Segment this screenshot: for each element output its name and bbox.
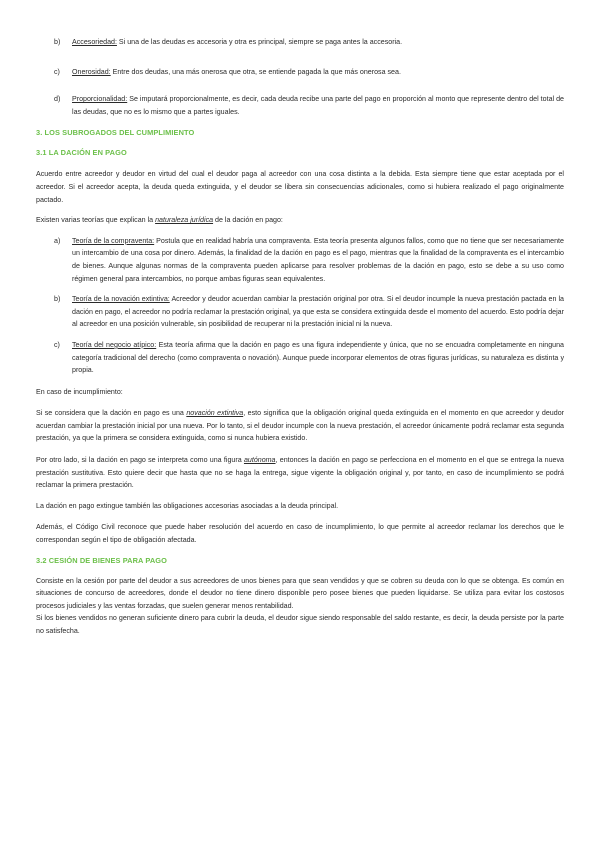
novacion-extintiva-term: novación extintiva bbox=[186, 409, 244, 418]
list-item-onerosidad bbox=[36, 66, 564, 79]
term-teoria-compraventa: Teoría de la compraventa: bbox=[72, 236, 155, 245]
cesion-paragraph-2: Si los bienes vendidos no generan suficiente dinero para cubrir la deuda, el deudor sigue siendo responsable del saldo restante, es decir, la deuda persiste por la parte no satisfecha. bbox=[36, 614, 564, 635]
cesion-paragraph-1: Consiste en la cesión por parte del deudor a sus acreedores de unos bienes para que sean vendidos y que se cobren su deuda con lo que se obtenga. Es común en situaciones de concurso de acreedores, donde el deudor no tiene dinero disponible pero posee bienes que pueden liquidarse. Se utiliza para evitar los costosos procesos judiciales y las ventas forzadas, que suelen generar menos rentabilidad. bbox=[36, 576, 564, 610]
naturaleza-juridica-term: naturaleza jurídica bbox=[155, 216, 214, 225]
codigo-civil-paragraph: Además, el Código Civil reconoce que puede haber resolución del acuerdo en caso de incumplimiento, lo que permite al acreedor reclamar los derechos que le correspondan según el tipo de obligación afectada. bbox=[36, 523, 564, 545]
item-text: Acreedor y deudor acuerdan cambiar la prestación original por otra. Si el deudor incumple la nueva prestación pactada en la dación en pago, el acreedor no podría reclamar la prestación original, ya que esta se considera extinguida desde el momento del acuerdo. Esto podría dejar al acreedor en una posición vulnerable, sin posibilidad de recuperar ni la prestación inicial ni la nueva. bbox=[72, 295, 564, 329]
novacion-paragraph: Si se considera que la dación en pago es una novación extintiva, esto significa que la obligación original queda extinguida en el momento en que acreedor y deudor acuerdan cambiar la prestación inicial por una nueva. Por lo tanto, si el deudor incumple con la nueva prestación, el acreedor únicamente podrá reclamar esta segunda prestación, ya que la primera se considera extinguida, como si nunca hubiera existido. bbox=[36, 409, 565, 443]
accesorias-paragraph: La dación en pago extingue también las obligaciones accesorias asociadas a la deuda principal. bbox=[36, 501, 339, 510]
list-marker: b) bbox=[54, 38, 61, 46]
list-item-accesoriedad bbox=[36, 36, 564, 49]
item-text: Entre dos deudas, una más onerosa que otra, se entiende pagada la que más onerosa sea. bbox=[110, 67, 401, 76]
teorias-list bbox=[36, 235, 564, 377]
list-marker: c) bbox=[54, 340, 60, 349]
term-onerosidad: Onerosidad: bbox=[72, 67, 111, 76]
dacion-definition-paragraph: Acuerdo entre acreedor y deudor en virtud del cual el deudor paga al acreedor con una cosa distinta a la debida. Esta siempre tiene que estar aceptada por el acreedor. Si el acreedor acepta, la deuda queda extinguida, y el deudor se libera sin consecuencias adicionales, como si hubiera realizado el pago originalmente pactado. bbox=[36, 170, 564, 204]
section-3-heading: 3. LOS SUBROGADOS DEL CUMPLIMIENTO bbox=[36, 128, 195, 138]
list-marker: d) bbox=[54, 95, 61, 104]
list-item-proporcionalidad bbox=[36, 93, 564, 118]
autonoma-paragraph: Por otro lado, si la dación en pago se interpreta como una figura autónoma, entonces la dación en pago se perfecciona en el momento en el que se entrega la nueva prestación sustitutiva. Esto quiere decir que hasta que no se haga la entrega, sigue vigente la obligación original y, por tanto, en caso de incumplimiento se podrá reclamar la primera prestación. bbox=[36, 456, 564, 490]
list-item-teoria-compraventa bbox=[36, 235, 564, 285]
list-item-teoria-negocio-atipico bbox=[36, 339, 564, 377]
term-teoria-novacion: Teoría de la novación extintiva: bbox=[72, 295, 170, 304]
term-proporcionalidad: Proporcionalidad: bbox=[72, 95, 128, 104]
teorias-intro-paragraph: Existen varias teorías que explican la naturaleza jurídica de la dación en pago: bbox=[36, 216, 283, 225]
term-teoria-negocio-atipico: Teoría del negocio atípico: bbox=[72, 340, 157, 349]
item-text: Se imputará proporcionalmente, es decir, cada deuda recibe una parte del pago en proporción al monto que represente dentro del total de las deudas, que no es lo mismo que a partes iguales. bbox=[72, 95, 564, 116]
term-accesoriedad: Accesoriedad: bbox=[72, 38, 117, 46]
list-marker: a) bbox=[54, 236, 61, 245]
item-text: Postula que en realidad habría una compraventa. Esta teoría presenta algunos fallos, como que no tiene que ser necesariamente un intercambio de una cosa por dinero. Además, la finalidad de la dación en pago es el pago, mientras que la finalidad de la compraventa es el intercambio de bienes. Aunque algunas normas de la compraventa pueden aplicarse para resolver problemas de la dación en pago, esto se debe a su uso como régimen general para intercambios, no porque ambas figuras sean equivalentes. bbox=[72, 236, 564, 283]
list-item-teoria-novacion bbox=[36, 293, 564, 331]
list-marker: b) bbox=[54, 295, 61, 304]
incumplimiento-intro: En caso de incumplimiento: bbox=[36, 387, 123, 396]
section-3-2-heading: 3.2 CESIÓN DE BIENES PARA PAGO bbox=[36, 555, 167, 565]
autonoma-term: autónoma bbox=[243, 456, 276, 465]
list-marker: c) bbox=[54, 67, 60, 76]
section-3-1-heading: 3.1 LA DACIÓN EN PAGO bbox=[36, 148, 127, 158]
imputacion-criteria-list bbox=[36, 36, 564, 118]
item-text: Esta teoría afirma que la dación en pago es una figura independiente y única, que no se encuadra completamente en ninguna categoría tradicional del derecho (como compraventa o novación). Aunque puede incorporar elementos de otras figuras jurídicas, su naturaleza es distinta y propia. bbox=[72, 340, 564, 375]
item-text: Si una de las deudas es accesoria y otra es principal, siempre se paga antes la accesoria. bbox=[116, 38, 403, 46]
